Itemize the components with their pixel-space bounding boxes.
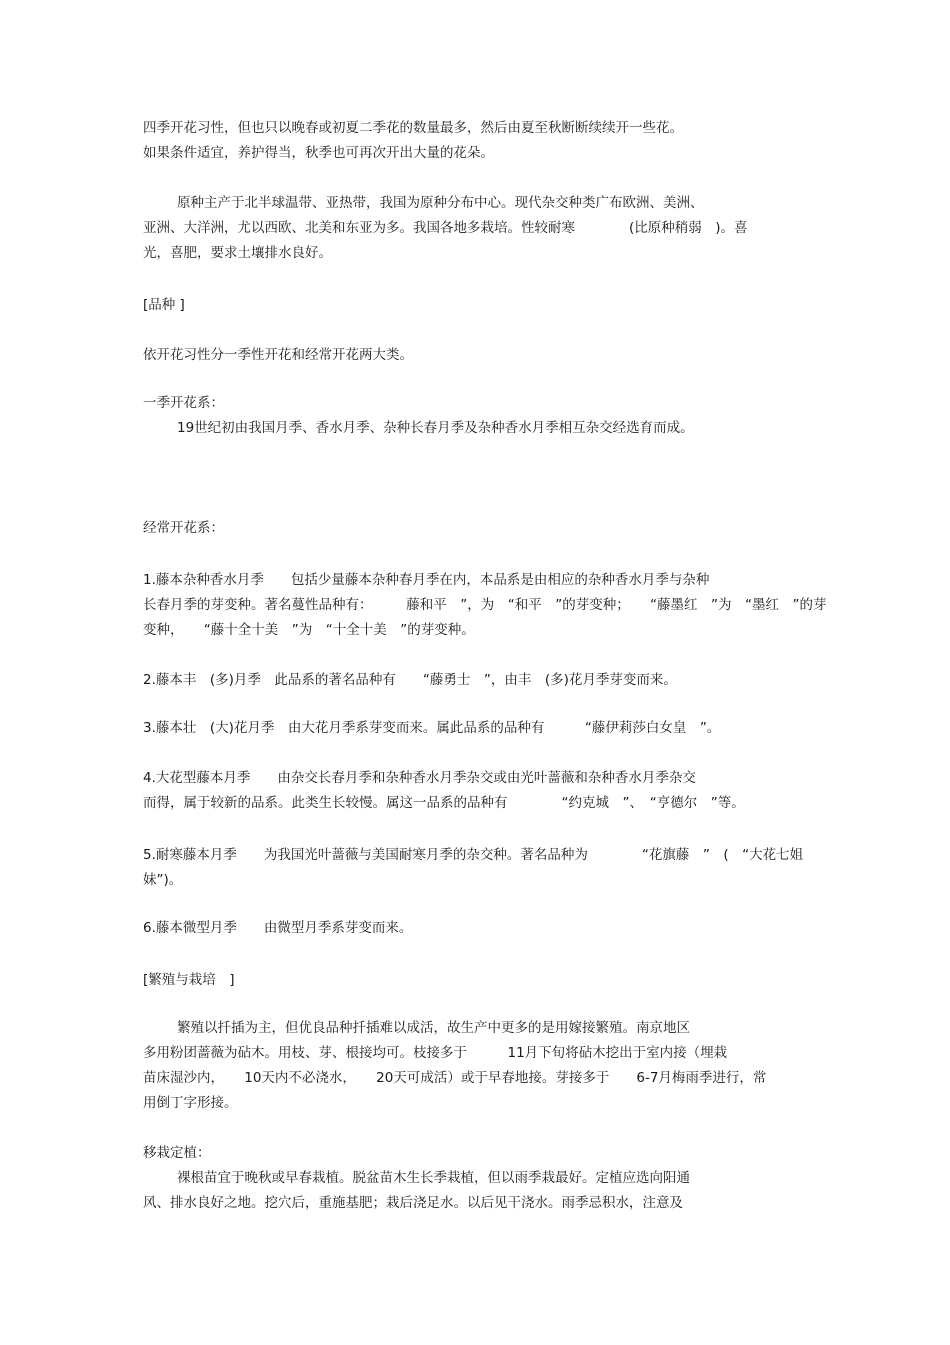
text-line: 19世纪初由我国月季、香水月季、杂种长春月季及杂种香水月季相互杂交经选育而成。 (177, 420, 694, 436)
section-heading-propagation: [繁殖与栽培 ] (143, 972, 235, 988)
subheading-repeat-flowering: 经常开花系： (143, 520, 224, 536)
text-line: 四季开花习性，但也只以晚春或初夏二季花的数量最多，然后由夏至秋断断续续开一些花。 (143, 120, 683, 136)
paragraph-first-line: 原种主产于北半球温带、亚热带，我国为原种分布中心。现代杂交种类广布欧洲、美洲、 (177, 195, 704, 211)
subheading-transplanting: 移栽定植： (143, 1145, 211, 1161)
list-item-4: 4.大花型藤本月季 由杂交长春月季和杂种香水月季杂交或由光叶蔷薇和杂种香水月季杂交 (143, 770, 696, 786)
text-line: 光，喜肥，要求土壤排水良好。 (143, 245, 332, 261)
subheading-once-flowering: 一季开花系： (143, 395, 224, 411)
text-line: 多用粉团蔷薇为砧木。用枝、芽、根接均可。枝接多于 11月下旬将砧木挖出于室内接（埋栽 (143, 1045, 728, 1061)
text-line: 变种， “藤十全十美 ”为 “十全十美 ”的芽变种。 (143, 622, 475, 638)
list-item-3: 3.藤本壮 (大)花月季 由大花月季系芽变而来。属此品系的品种有 “藤伊莉莎白女皇 ”。 (143, 720, 721, 736)
text-line: 而得，属于较新的品系。此类生长较慢。属这一品系的品种有 “约克城 ”、 “亨德尔 ”等。 (143, 795, 745, 811)
paragraph-first-line: 繁殖以扦插为主，但优良品种扦插难以成活，故生产中更多的是用嫁接繁殖。南京地区 (177, 1020, 690, 1036)
section-heading-varieties: [品种 ] (143, 297, 185, 313)
text-line: 风、排水良好之地。挖穴后，重施基肥；栽后浇足水。以后见干浇水。雨季忌积水，注意及 (143, 1195, 683, 1211)
list-item-6: 6.藤本微型月季 由微型月季系芽变而来。 (143, 920, 413, 936)
text-line: 妹”)。 (143, 872, 183, 888)
list-item-1: 1.藤本杂种香水月季 包括少量藤本杂种春月季在内，本品系是由相应的杂种香水月季与杂种 (143, 572, 710, 588)
text-line: 长春月季的芽变种。著名蔓性品种有： 藤和平 ”，为 “和平 ”的芽变种； “藤墨红 ”为 “墨红 ”的芽 (143, 597, 827, 613)
list-item-2: 2.藤本丰 (多)月季 此品系的著名品种有 “藤勇士 ”，由丰 (多)花月季芽变而来。 (143, 672, 677, 688)
text-line: 苗床湿沙内， 10天内不必浇水， 20天可成活）或于早春地接。芽接多于 6-7月梅雨季进行，常 (143, 1070, 767, 1086)
paragraph-first-line: 裸根苗宜于晚秋或早春栽植。脱盆苗木生长季栽植，但以雨季栽最好。定植应选向阳通 (177, 1170, 690, 1186)
text-line: 用倒丁字形接。 (143, 1095, 238, 1111)
text-line: 如果条件适宜，养护得当，秋季也可再次开出大量的花朵。 (143, 145, 494, 161)
list-item-5: 5.耐寒藤本月季 为我国光叶蔷薇与美国耐寒月季的杂交种。著名品种为 “花旗藤 ” ( “大花七姐 (143, 847, 804, 863)
text-line: 依开花习性分一季性开花和经常开花两大类。 (143, 347, 413, 363)
text-line: 亚洲、大洋洲，尤以西欧、北美和东亚为多。我国各地多栽培。性较耐寒 (比原种稍弱 )。喜 (143, 220, 748, 236)
